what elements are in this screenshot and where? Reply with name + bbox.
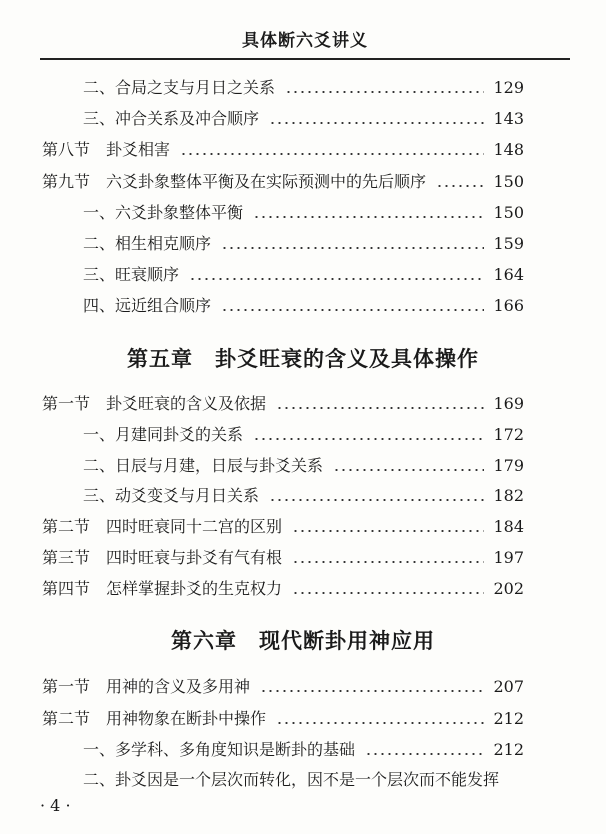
toc-page-number: 143 — [493, 109, 524, 129]
dot-leader — [253, 438, 484, 440]
toc-entry — [83, 261, 524, 285]
toc-entry — [83, 199, 524, 223]
toc-entry — [42, 136, 524, 160]
dot-leader — [260, 690, 484, 692]
toc-entry-label: 第一节 用神的含义及多用神 — [42, 677, 251, 696]
chapter-6-heading: 第六章 现代断卦用神应用 — [171, 629, 435, 653]
dot-leader — [436, 185, 484, 187]
toc-page-number: 212 — [493, 740, 524, 759]
toc-page-number: 202 — [493, 578, 524, 598]
toc-entry — [42, 390, 524, 414]
toc-entry-label: 第二节 用神物象在断卦中操作 — [42, 708, 267, 728]
toc-entry-label: 二、合局之支与月日之关系 — [83, 78, 276, 97]
dot-leader — [276, 722, 484, 724]
toc-entry — [83, 482, 524, 506]
toc-entry-label: 二、日辰与月建，日辰与卦爻关系 — [83, 455, 324, 475]
dot-leader — [269, 499, 484, 501]
book-title: 具体断六爻讲义 — [242, 31, 368, 51]
toc-entry — [42, 705, 524, 729]
toc-page-number: 129 — [493, 78, 524, 97]
dot-leader — [253, 216, 484, 218]
dot-leader — [292, 592, 484, 594]
toc-entry — [83, 736, 524, 760]
page-number: · 4 · — [40, 796, 71, 815]
toc-page-number: 184 — [493, 517, 524, 537]
toc-entry-label: 三、旺衰顺序 — [83, 265, 180, 285]
toc-page-number: 212 — [493, 708, 524, 728]
toc-page-number: 197 — [493, 548, 524, 567]
toc-entry — [83, 74, 524, 98]
toc-entry — [42, 575, 524, 599]
toc-page-number: 150 — [493, 202, 524, 222]
toc-entry-label: 二、相生相克顺序 — [83, 234, 212, 253]
dot-leader — [180, 153, 484, 155]
toc-page-number: 169 — [493, 394, 524, 413]
dot-leader — [189, 278, 484, 280]
toc-entry-label: 第九节 六爻卦象整体平衡及在实际预测中的先后顺序 — [42, 171, 427, 191]
toc-page-number: 182 — [493, 486, 524, 506]
toc-entry — [83, 105, 524, 129]
toc-page-number: 150 — [493, 171, 524, 191]
toc-entry-label: 三、冲合关系及冲合顺序 — [83, 109, 260, 129]
toc-entry-label: 一、六爻卦象整体平衡 — [83, 202, 244, 222]
toc-page-number: 207 — [493, 677, 524, 696]
toc-entry — [42, 544, 524, 568]
running-header — [40, 0, 570, 60]
toc-entry-label: 第一节 卦爻旺衰的含义及依据 — [42, 394, 267, 413]
toc-entry-label: 一、月建同卦爻的关系 — [83, 424, 244, 444]
dot-leader — [365, 753, 484, 755]
toc-entry-label: 二、卦爻因是一个层次而转化，因不是一个层次而不能发挥 — [83, 770, 500, 789]
toc-entry — [83, 292, 524, 316]
toc-entry-label: 第三节 四时旺衰与卦爻有气有根 — [42, 548, 283, 567]
dot-leader — [269, 122, 484, 124]
toc-entry — [42, 673, 524, 697]
dot-leader — [221, 309, 484, 311]
dot-leader — [292, 530, 484, 532]
toc-entry-label: 一、多学科、多角度知识是断卦的基础 — [83, 740, 356, 759]
toc-entry — [83, 230, 524, 254]
toc-entry-continued — [83, 766, 603, 790]
toc-entry-label: 第二节 四时旺衰同十二宫的区别 — [42, 517, 283, 537]
toc-entry — [83, 452, 524, 476]
toc-entry — [42, 168, 524, 192]
dot-leader — [285, 91, 484, 93]
toc-entry-label: 三、动爻变爻与月日关系 — [83, 486, 260, 506]
toc-page-number: 172 — [493, 424, 524, 444]
toc-entry — [83, 421, 524, 445]
toc-page-number: 159 — [493, 234, 524, 253]
toc-entry — [42, 513, 524, 537]
toc-entry-label: 第八节 卦爻相害 — [42, 140, 171, 160]
toc-page-number: 166 — [493, 296, 524, 316]
dot-leader — [221, 247, 484, 249]
dot-leader — [333, 469, 484, 471]
dot-leader — [292, 561, 484, 563]
toc-page-number: 164 — [493, 265, 524, 285]
chapter-5-heading: 第五章 卦爻旺衰的含义及具体操作 — [127, 347, 479, 371]
toc-entry-label: 四、远近组合顺序 — [83, 296, 212, 316]
toc-page-number: 179 — [493, 455, 524, 475]
toc-entry-label: 第四节 怎样掌握卦爻的生克权力 — [42, 578, 283, 598]
toc-page-number: 148 — [493, 140, 524, 160]
dot-leader — [276, 407, 484, 409]
